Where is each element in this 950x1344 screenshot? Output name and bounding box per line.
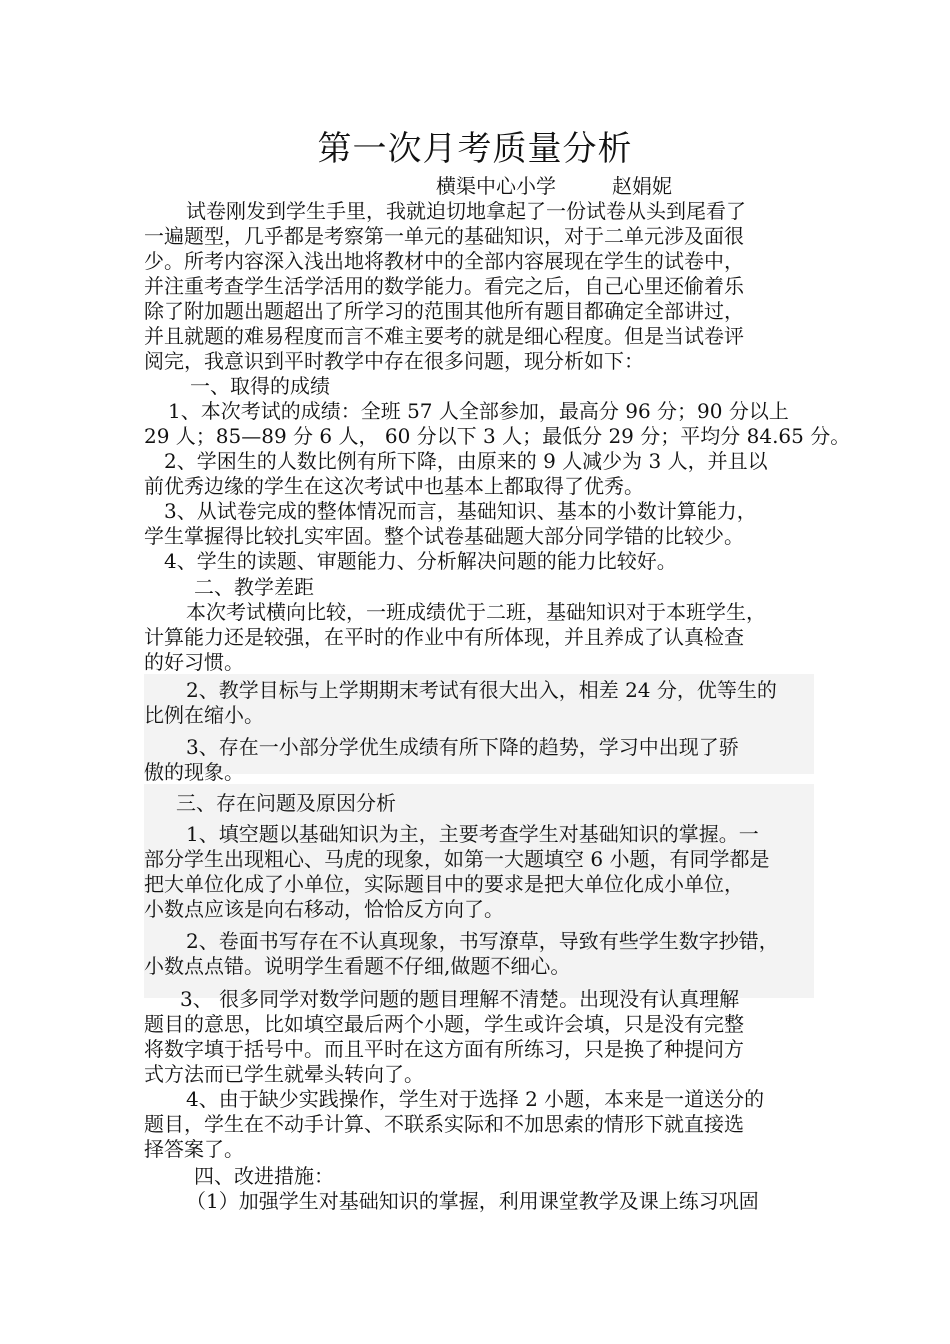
section-line: 2、学困生的人数比例有所下降，由原来的 9 人减少为 3 人，并且以	[164, 449, 768, 473]
section-heading: 一、取得的成绩	[190, 374, 330, 398]
section-line: 把大单位化成了小单位，实际题目中的要求是把大单位化成小单位，	[144, 872, 744, 896]
section-line: 小数点点错。说明学生看题不仔细,做题不细心。	[144, 954, 571, 978]
section-line: 学生掌握得比较扎实牢固。整个试卷基础题大部分同学错的比较少。	[144, 524, 744, 548]
author-name: 赵娟妮	[612, 174, 672, 198]
section-line: 择答案了。	[144, 1137, 244, 1161]
section-heading: 二、教学差距	[194, 575, 314, 599]
section-line: 1、填空题以基础知识为主，主要考查学生对基础知识的掌握。一	[186, 822, 759, 846]
section-line: 2、卷面书写存在不认真现象，书写潦草，导致有些学生数字抄错，	[186, 929, 779, 953]
section-line: 部分学生出现粗心、马虎的现象，如第一大题填空 6 小题，有同学都是	[144, 847, 770, 871]
school-name: 横渠中心小学	[436, 174, 556, 198]
section-line: 的好习惯。	[144, 650, 244, 674]
section-line: 3、 很多同学对数学问题的题目理解不清楚。出现没有认真理解	[180, 987, 740, 1011]
section-line: 2、教学目标与上学期期末考试有很大出入，相差 24 分，优等生的	[186, 678, 777, 702]
section-heading: 四、改进措施：	[194, 1164, 334, 1188]
intro-line: 试卷刚发到学生手里，我就迫切地拿起了一份试卷从头到尾看了	[186, 199, 746, 223]
section-line: 4、由于缺少实践操作，学生对于选择 2 小题，本来是一道送分的	[186, 1087, 765, 1111]
section-line: 傲的现象。	[144, 760, 244, 784]
section-line: 3、存在一小部分学优生成绩有所下降的趋势，学习中出现了骄	[186, 735, 739, 759]
section-line: 小数点应该是向右移动，恰恰反方向了。	[144, 897, 504, 921]
section-line: 题目，学生在不动手计算、不联系实际和不加思索的情形下就直接选	[144, 1112, 744, 1136]
section-line: 将数字填于括号中。而且平时在这方面有所练习，只是换了种提问方	[144, 1037, 744, 1061]
intro-line: 并注重考查学生活学活用的数学能力。看完之后，自己心里还偷着乐	[144, 274, 744, 298]
section-line: （1）加强学生对基础知识的掌握，利用课堂教学及课上练习巩固	[186, 1189, 759, 1213]
intro-line: 少。所考内容深入浅出地将教材中的全部内容展现在学生的试卷中，	[144, 249, 744, 273]
section-line: 式方法而已学生就晕头转向了。	[144, 1062, 424, 1086]
section-line: 题目的意思，比如填空最后两个小题，学生或许会填，只是没有完整	[144, 1012, 744, 1036]
section-line: 1、本次考试的成绩：全班 57 人全部参加，最高分 96 分；90 分以上	[168, 399, 789, 423]
section-line: 3、从试卷完成的整体情况而言，基础知识、基本的小数计算能力，	[164, 499, 757, 523]
section-line: 计算能力还是较强，在平时的作业中有所体现，并且养成了认真检查	[144, 625, 744, 649]
intro-line: 除了附加题出题超出了所学习的范围其他所有题目都确定全部讲过，	[144, 299, 744, 323]
document-title: 第一次月考质量分析	[317, 129, 633, 169]
section-line: 比例在缩小。	[144, 703, 264, 727]
byline	[436, 172, 672, 200]
intro-line: 阅完，我意识到平时教学中存在很多问题，现分析如下：	[144, 349, 644, 373]
section-line: 29 人；85—89 分 6 人， 60 分以下 3 人；最低分 29 分；平均分 84.65 分。	[144, 424, 851, 448]
section-line: 4、学生的读题、审题能力、分析解决问题的能力比较好。	[164, 549, 677, 573]
section-heading: 三、存在问题及原因分析	[176, 791, 396, 815]
intro-line: 并且就题的难易程度而言不难主要考的就是细心程度。但是当试卷评	[144, 324, 744, 348]
section-line: 前优秀边缘的学生在这次考试中也基本上都取得了优秀。	[144, 474, 644, 498]
section-line: 本次考试横向比较，一班成绩优于二班，基础知识对于本班学生，	[186, 600, 766, 624]
intro-line: 一遍题型，几乎都是考察第一单元的基础知识，对于二单元涉及面很	[144, 224, 744, 248]
